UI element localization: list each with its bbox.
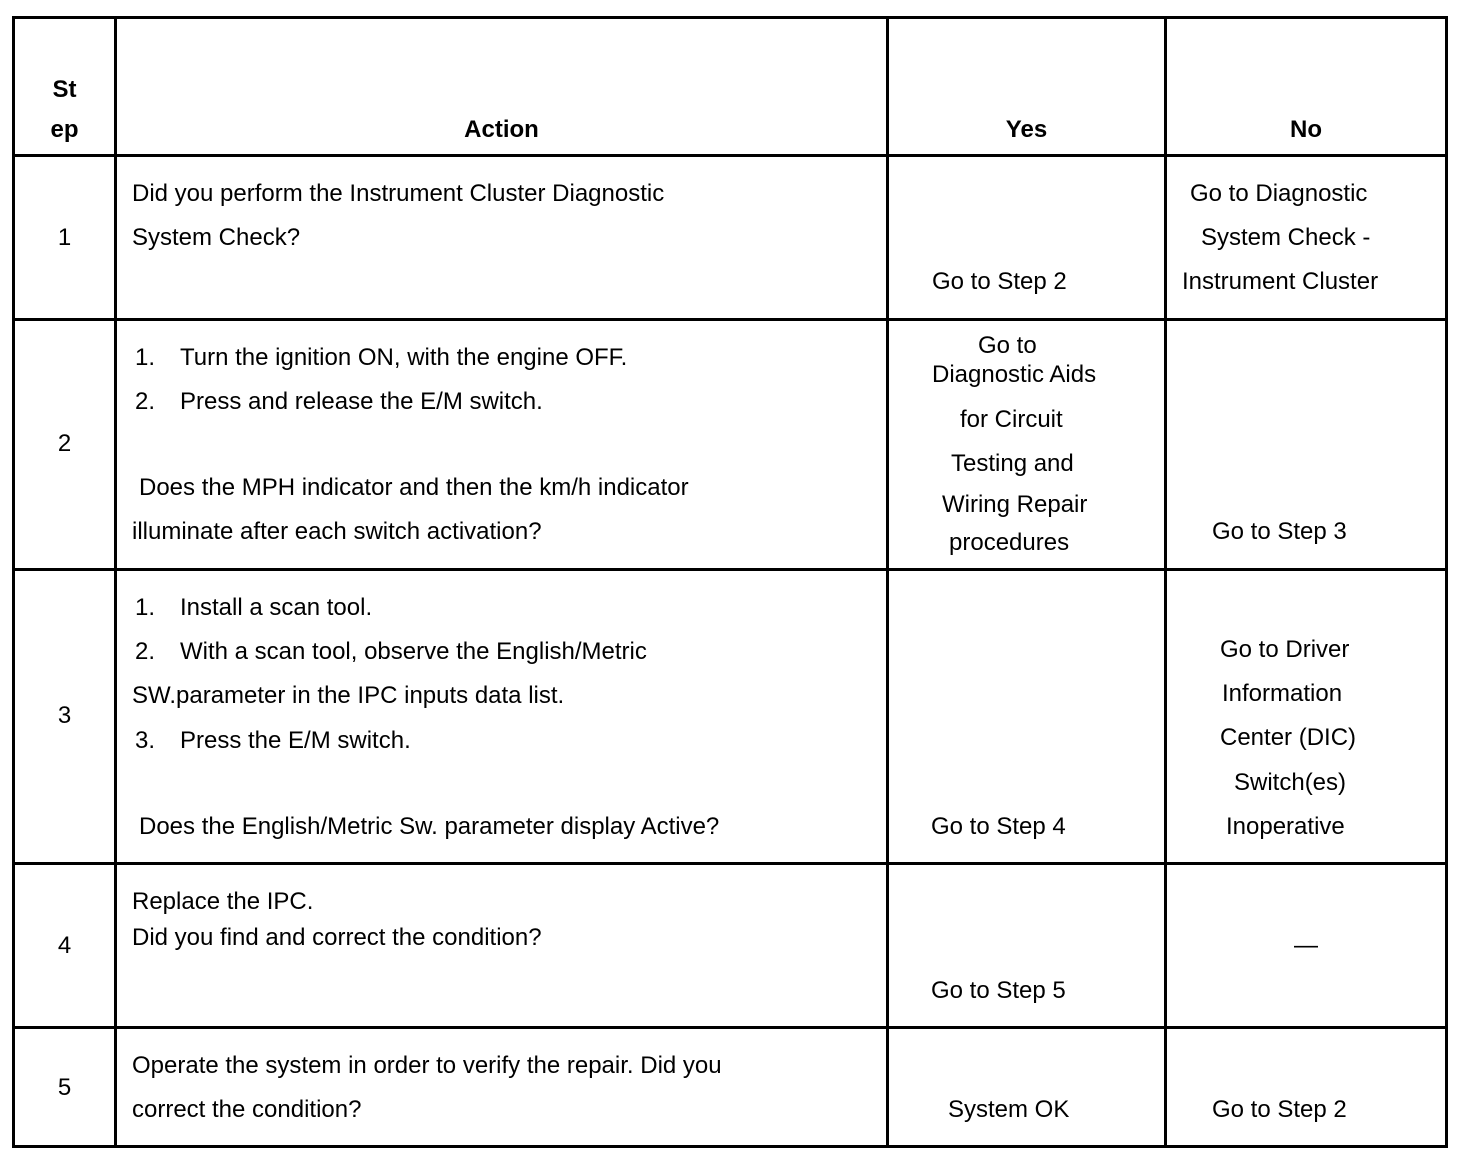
yes-text: Go to Step 2: [932, 268, 1067, 295]
no-text: Information: [1222, 680, 1343, 707]
list-item: Turn the ignition ON, with the engine OFF.: [180, 344, 628, 371]
no-text: Go to Step 3: [1212, 518, 1347, 545]
row-divider: [12, 862, 1448, 865]
step-number: 3: [57, 702, 72, 729]
column-divider: [1164, 16, 1167, 1148]
yes-text: Go to Step 4: [931, 813, 1066, 840]
no-text: Go to Diagnostic: [1190, 180, 1368, 207]
yes-text: System OK: [948, 1096, 1070, 1123]
diagnostic-table: [12, 16, 1448, 1148]
header-step-line1: St: [52, 76, 77, 103]
action-text: Did you perform the Instrument Cluster Diagnostic: [132, 180, 665, 207]
no-text: Inoperative: [1226, 813, 1345, 840]
yes-text: Testing and: [951, 450, 1074, 477]
yes-text: for Circuit: [960, 406, 1063, 433]
list-number: 2.: [135, 388, 156, 415]
list-number: 1.: [135, 344, 156, 371]
action-text: Did you find and correct the condition?: [132, 924, 542, 951]
table-border-left: [12, 16, 15, 1148]
no-text: Switch(es): [1234, 769, 1347, 796]
table-border-bottom: [12, 1145, 1448, 1148]
yes-text: Go to Step 5: [931, 977, 1066, 1004]
list-item: Press and release the E/M switch.: [180, 388, 543, 415]
row-divider: [12, 1026, 1448, 1029]
question-text: Does the English/Metric Sw. parameter display Active?: [139, 813, 720, 840]
step-number: 5: [57, 1074, 72, 1101]
column-divider: [886, 16, 889, 1148]
list-item: With a scan tool, observe the English/Metric: [180, 638, 647, 665]
action-text: correct the condition?: [132, 1096, 362, 1123]
list-item: Install a scan tool.: [180, 594, 373, 621]
column-divider: [114, 16, 117, 1148]
action-text: Replace the IPC.: [132, 888, 314, 915]
yes-text: Wiring Repair: [942, 491, 1088, 518]
yes-text: procedures: [949, 529, 1070, 556]
yes-text: Go to: [978, 332, 1037, 359]
table-border-top: [12, 16, 1448, 19]
row-divider: [12, 568, 1448, 571]
step-number: 4: [57, 932, 72, 959]
no-text: System Check -: [1201, 224, 1371, 251]
header-divider: [12, 154, 1448, 157]
step-number: 2: [57, 430, 72, 457]
no-text: Instrument Cluster: [1182, 268, 1379, 295]
list-item: Press the E/M switch.: [180, 727, 411, 754]
no-text: Center (DIC): [1220, 724, 1357, 751]
question-text: Does the MPH indicator and then the km/h indicator: [139, 474, 689, 501]
header-no: No: [1290, 116, 1322, 143]
list-number: 3.: [135, 727, 156, 754]
header-step-line2: ep: [50, 116, 79, 143]
row-divider: [12, 318, 1448, 321]
table-border-right: [1445, 16, 1448, 1148]
list-number: 1.: [135, 594, 156, 621]
no-text: Go to Step 2: [1212, 1096, 1347, 1123]
question-text: illuminate after each switch activation?: [132, 518, 542, 545]
action-text: Operate the system in order to verify the repair. Did you: [132, 1052, 722, 1079]
step-number: 1: [57, 224, 72, 251]
yes-text: Diagnostic Aids: [932, 361, 1097, 388]
no-text: Go to Driver: [1220, 636, 1350, 663]
header-action: Action: [464, 116, 539, 143]
no-text: —: [1294, 932, 1318, 959]
list-item: SW.parameter in the IPC inputs data list.: [132, 682, 565, 709]
header-yes: Yes: [1005, 116, 1048, 143]
action-text: System Check?: [132, 224, 301, 251]
list-number: 2.: [135, 638, 156, 665]
